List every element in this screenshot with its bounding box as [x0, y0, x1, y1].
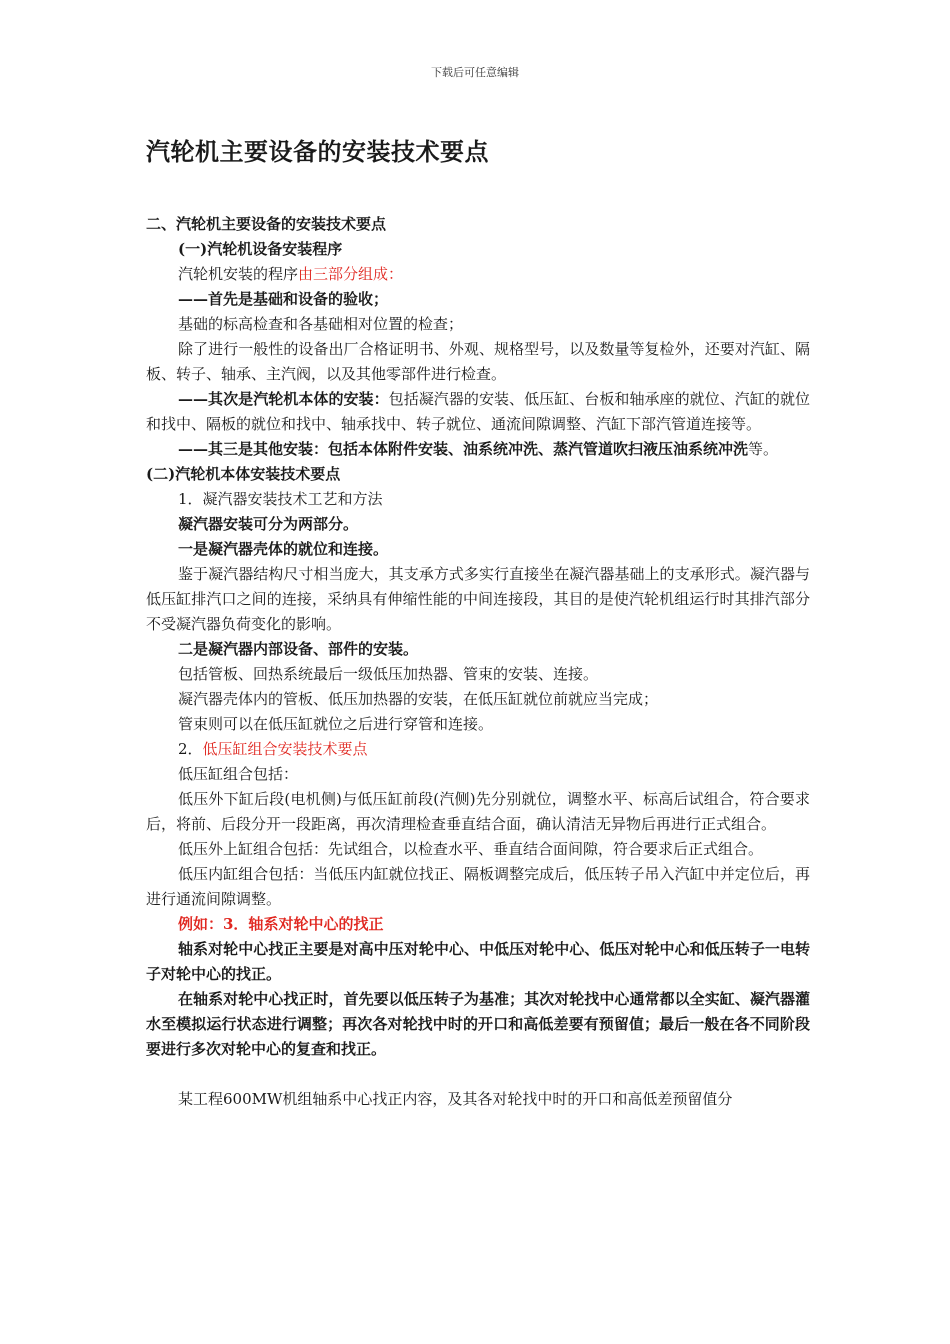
paragraph	[146, 387, 810, 437]
paragraph: 基础的标高检查和各基础相对位置的检查；	[178, 315, 464, 333]
paragraph: 管束则可以在低压缸就位之后进行穿管和连接。	[178, 715, 494, 733]
highlight-text: 由三部分组成：	[298, 265, 404, 283]
paragraph: 低压外上缸组合包括：先试组合，以检查水平、垂直结合面间隙，符合要求后正式组合。	[178, 840, 764, 858]
document-title: 汽轮机主要设备的安装技术要点	[146, 137, 489, 166]
subsection-heading: (一)汽轮机设备安装程序	[178, 240, 343, 258]
paragraph: 低压内缸组合包括：当低压内缸就位找正、隔板调整完成后，低压转子吊入汽缸中并定位后，再进行通流间隙调整。	[146, 865, 810, 908]
paragraph-text: 包括凝汽器的安装、低压缸、台板和轴承座的就位、汽缸的就位和找中、隔板的就位和找中、轴承找中、转子就位、通流间隙调整、汽缸下部汽管道连接等。	[146, 390, 810, 433]
page-header-note: 下载后可任意编辑	[431, 66, 519, 79]
paragraph: 一是凝汽器壳体的就位和连接。	[178, 540, 389, 558]
paragraph: 二是凝汽器内部设备、部件的安装。	[178, 640, 419, 658]
bold-lead: ——其次是汽轮机本体的安装：	[178, 390, 389, 408]
document-body	[146, 212, 810, 1112]
list-item	[146, 737, 810, 762]
subsection-heading: (二)汽轮机本体安装技术要点	[146, 465, 341, 483]
paragraph: 凝汽器安装可分为两部分。	[178, 515, 359, 533]
paragraph: 鉴于凝汽器结构尺寸相当庞大，其支承方式多实行直接坐在凝汽器基础上的支承形式。凝汽器与低压缸排汽口之间的连接，采纳具有伸缩性能的中间连接段，其目的是使汽轮机组运行时其排汽部分不受凝汽器负荷变化的影响。	[146, 565, 810, 633]
paragraph: 在轴系对轮中心找正时，首先要以低压转子为基准；其次对轮找中心通常都以全实缸、凝汽器灌水至模拟运行状态进行调整；再次各对轮找中时的开口和高低差要有预留值；最后一般在各不同阶段要进行多次对轮中心的复查和找正。	[146, 990, 810, 1058]
paragraph-text: 汽轮机安装的程序	[178, 265, 299, 283]
paragraph-text: 等。	[748, 440, 779, 458]
paragraph: 轴系对轮中心找正主要是对高中压对轮中心、中低压对轮中心、低压对轮中心和低压转子一电转子对轮中心的找正。	[146, 940, 810, 983]
list-item: 1．凝汽器安装技术工艺和方法	[178, 490, 383, 508]
paragraph: 低压外下缸后段(电机侧)与低压缸前段(汽侧)先分别就位，调整水平、标高后试组合，符合要求后，将前、后段分开一段距离，再次清理检查垂直结合面，确认清洁无异物后再进行正式组合。	[146, 790, 810, 833]
bold-lead: ——其三是其他安装：包括本体附件安装、油系统冲洗、蒸汽管道吹扫液压油系统冲洗	[178, 440, 749, 458]
paragraph: 低压缸组合包括：	[178, 765, 299, 783]
paragraph: 凝汽器壳体内的管板、低压加热器的安装，在低压缸就位前就应当完成；	[178, 690, 659, 708]
paragraph	[146, 262, 810, 287]
spacer	[146, 1062, 810, 1087]
paragraph	[146, 437, 810, 462]
paragraph: 某工程600MW机组轴系中心找正内容，及其各对轮找中时的开口和高低差预留值分	[178, 1090, 733, 1108]
paragraph: ——首先是基础和设备的验收；	[178, 290, 389, 308]
paragraph: 除了进行一般性的设备出厂合格证明书、外观、规格型号，以及数量等复检外，还要对汽缸、隔板、转子、轴承、主汽阀，以及其他零部件进行检查。	[146, 340, 810, 383]
section-heading: 二、汽轮机主要设备的安装技术要点	[146, 215, 387, 233]
example-heading: 例如：3．轴系对轮中心的找正	[178, 915, 384, 933]
highlight-text: 低压缸组合安装技术要点	[202, 740, 368, 758]
list-number: 2．	[178, 740, 203, 758]
paragraph: 包括管板、回热系统最后一级低压加热器、管束的安装、连接。	[178, 665, 599, 683]
